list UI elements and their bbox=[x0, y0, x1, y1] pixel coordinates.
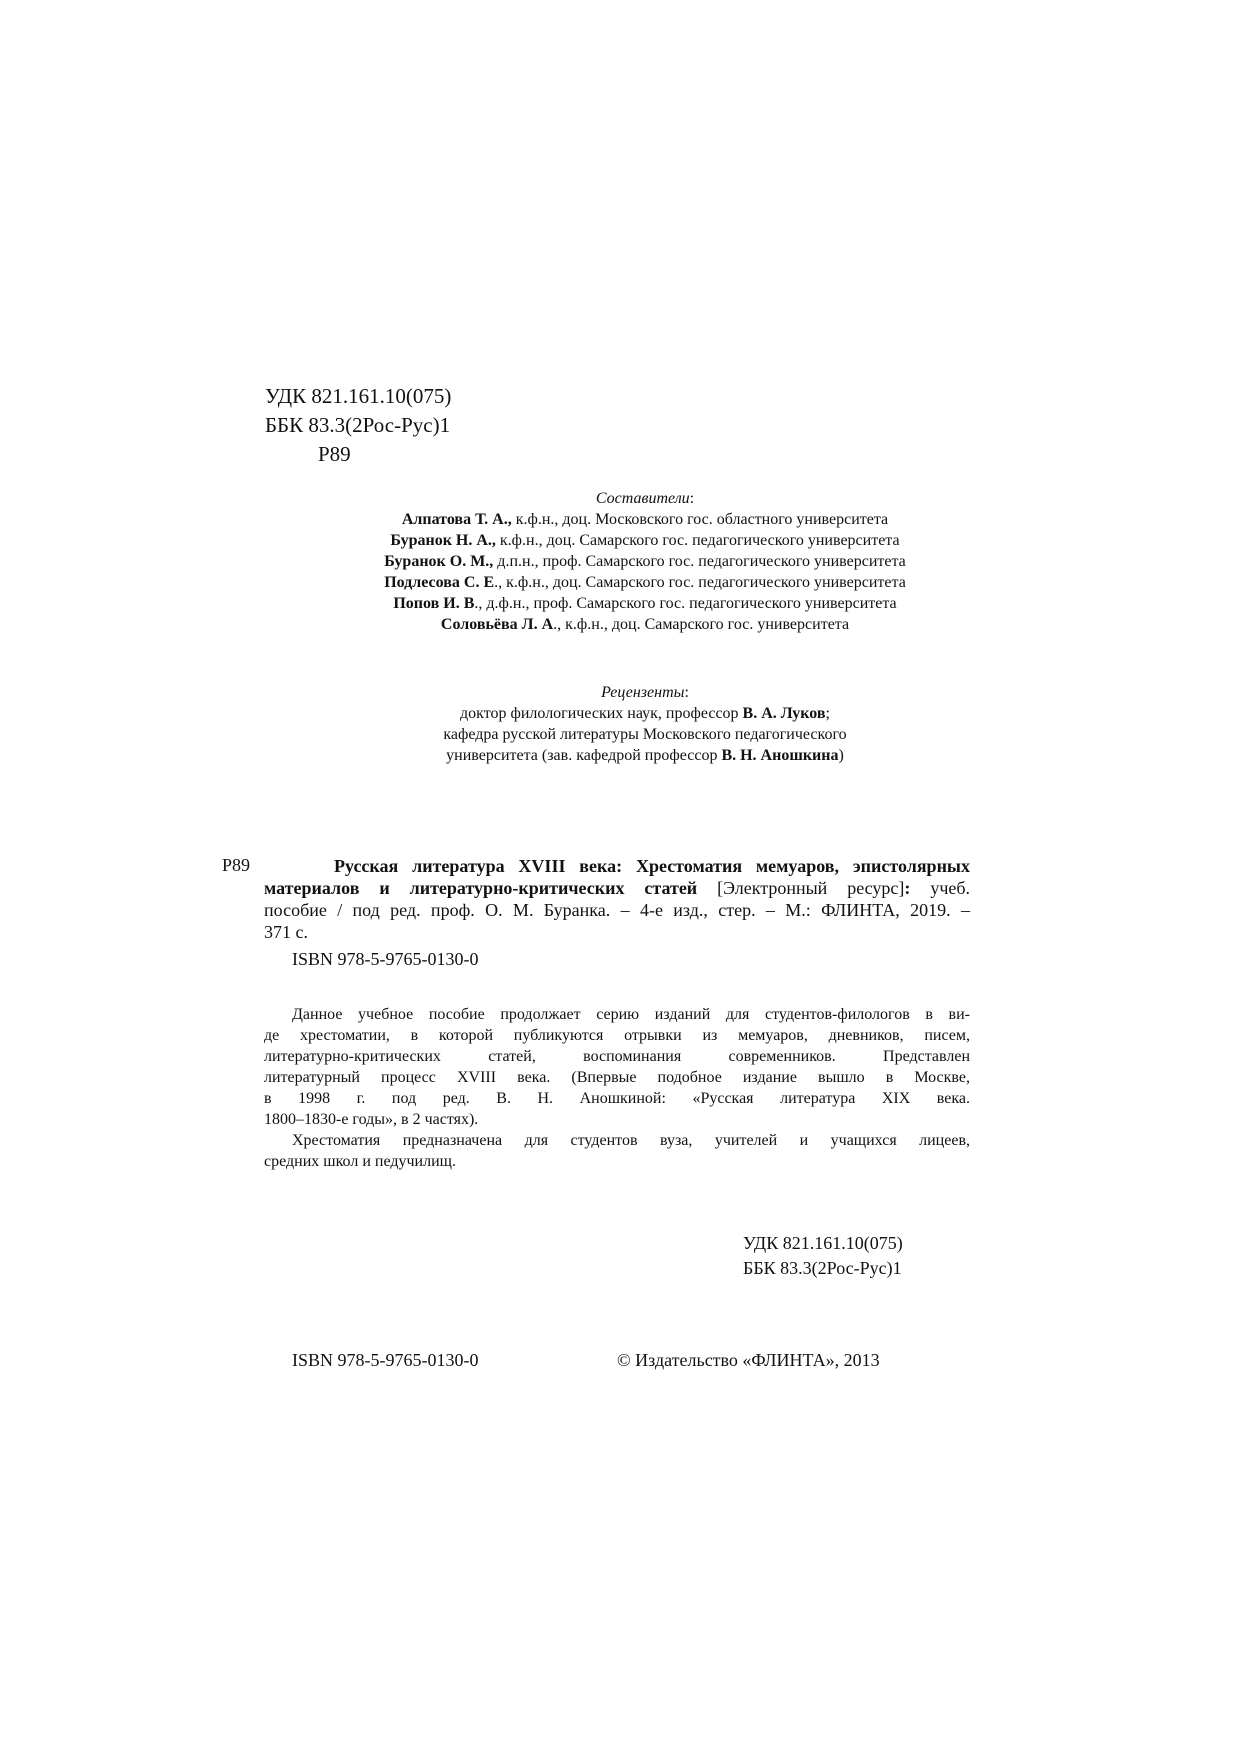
compiler-line: Алпатова Т. А., к.ф.н., доц. Московского гос. областного университета bbox=[401, 511, 889, 528]
bib-publisher-line: пособие / под ред. проф. О. М. Буранка. – 4-е изд., стер. – М.: ФЛИНТА, 2019. – bbox=[264, 900, 970, 920]
footer-isbn: ISBN 978-5-9765-0130-0 bbox=[292, 1350, 479, 1370]
bib-title-line-1: Русская литература XVIII века: Хрестоматия мемуаров, эпистолярных bbox=[334, 856, 970, 876]
reviewer-line: доктор филологических наук, профессор В. А. Луков; bbox=[460, 705, 830, 722]
annotation-line: 1800–1830-е годы», в 2 частях). bbox=[264, 1111, 479, 1128]
annotation-line: Данное учебное пособие продолжает серию изданий для студентов-филологов в ви- bbox=[292, 1006, 970, 1023]
reviewer-line: кафедра русской литературы Московского педагогического bbox=[443, 726, 847, 743]
bottom-udk: УДК 821.161.10(075) bbox=[743, 1233, 903, 1253]
bottom-bbk: ББК 83.3(2Рос-Рус)1 bbox=[743, 1258, 902, 1278]
udk-code: УДК 821.161.10(075) bbox=[265, 384, 452, 408]
compiler-line: Подлесова С. Е., к.ф.н., доц. Самарского гос. педагогического университета bbox=[384, 574, 906, 591]
annotation bbox=[264, 1004, 970, 1172]
bbk-code: ББК 83.3(2Рос-Рус)1 bbox=[265, 413, 451, 437]
bibliographic-entry bbox=[264, 855, 970, 970]
annotation-line: де хрестоматии, в которой публикуются отрывки из мемуаров, дневников, писем, bbox=[264, 1027, 970, 1044]
compilers-block bbox=[250, 488, 1040, 635]
bib-isbn: ISBN 978-5-9765-0130-0 bbox=[292, 949, 479, 969]
reviewer-line: университета (зав. кафедрой профессор В. Н. Аношкина) bbox=[446, 747, 844, 764]
author-sign-code: Р89 bbox=[318, 442, 351, 466]
annotation-line: средних школ и педучилищ. bbox=[264, 1153, 456, 1170]
bib-title-line-2: материалов и литературно-критических статей [Электронный ресурс]: учеб. bbox=[264, 878, 971, 898]
annotation-line: литературно-критических статей, воспоминания современников. Представлен bbox=[264, 1048, 970, 1065]
footer-copyright: © Издательство «ФЛИНТА», 2013 bbox=[617, 1350, 880, 1370]
annotation-line: Хрестоматия предназначена для студентов вуза, учителей и учащихся лицеев, bbox=[292, 1132, 970, 1149]
reviewers-block bbox=[250, 682, 1040, 766]
bib-author-sign: Р89 bbox=[222, 855, 251, 875]
annotation-line: в 1998 г. под ред. В. Н. Аношкиной: «Русская литература XIX века. bbox=[264, 1090, 970, 1107]
annotation-line: литературный процесс XVIII века. (Впервые подобное издание вышло в Москве, bbox=[264, 1069, 970, 1086]
reviewers-heading: Рецензенты: bbox=[601, 684, 689, 701]
compiler-line: Попов И. В., д.ф.н., проф. Самарского гос. педагогического университета bbox=[393, 595, 897, 612]
compiler-line: Буранок О. М., д.п.н., проф. Самарского гос. педагогического университета bbox=[384, 553, 906, 570]
compiler-line: Буранок Н. А., к.ф.н., доц. Самарского гос. педагогического университета bbox=[390, 532, 900, 549]
compilers-heading: Составители: bbox=[595, 490, 695, 507]
bib-pages-line: 371 с. bbox=[264, 922, 308, 942]
compiler-line: Соловьёва Л. А., к.ф.н., доц. Самарского гос. университета bbox=[440, 616, 850, 633]
